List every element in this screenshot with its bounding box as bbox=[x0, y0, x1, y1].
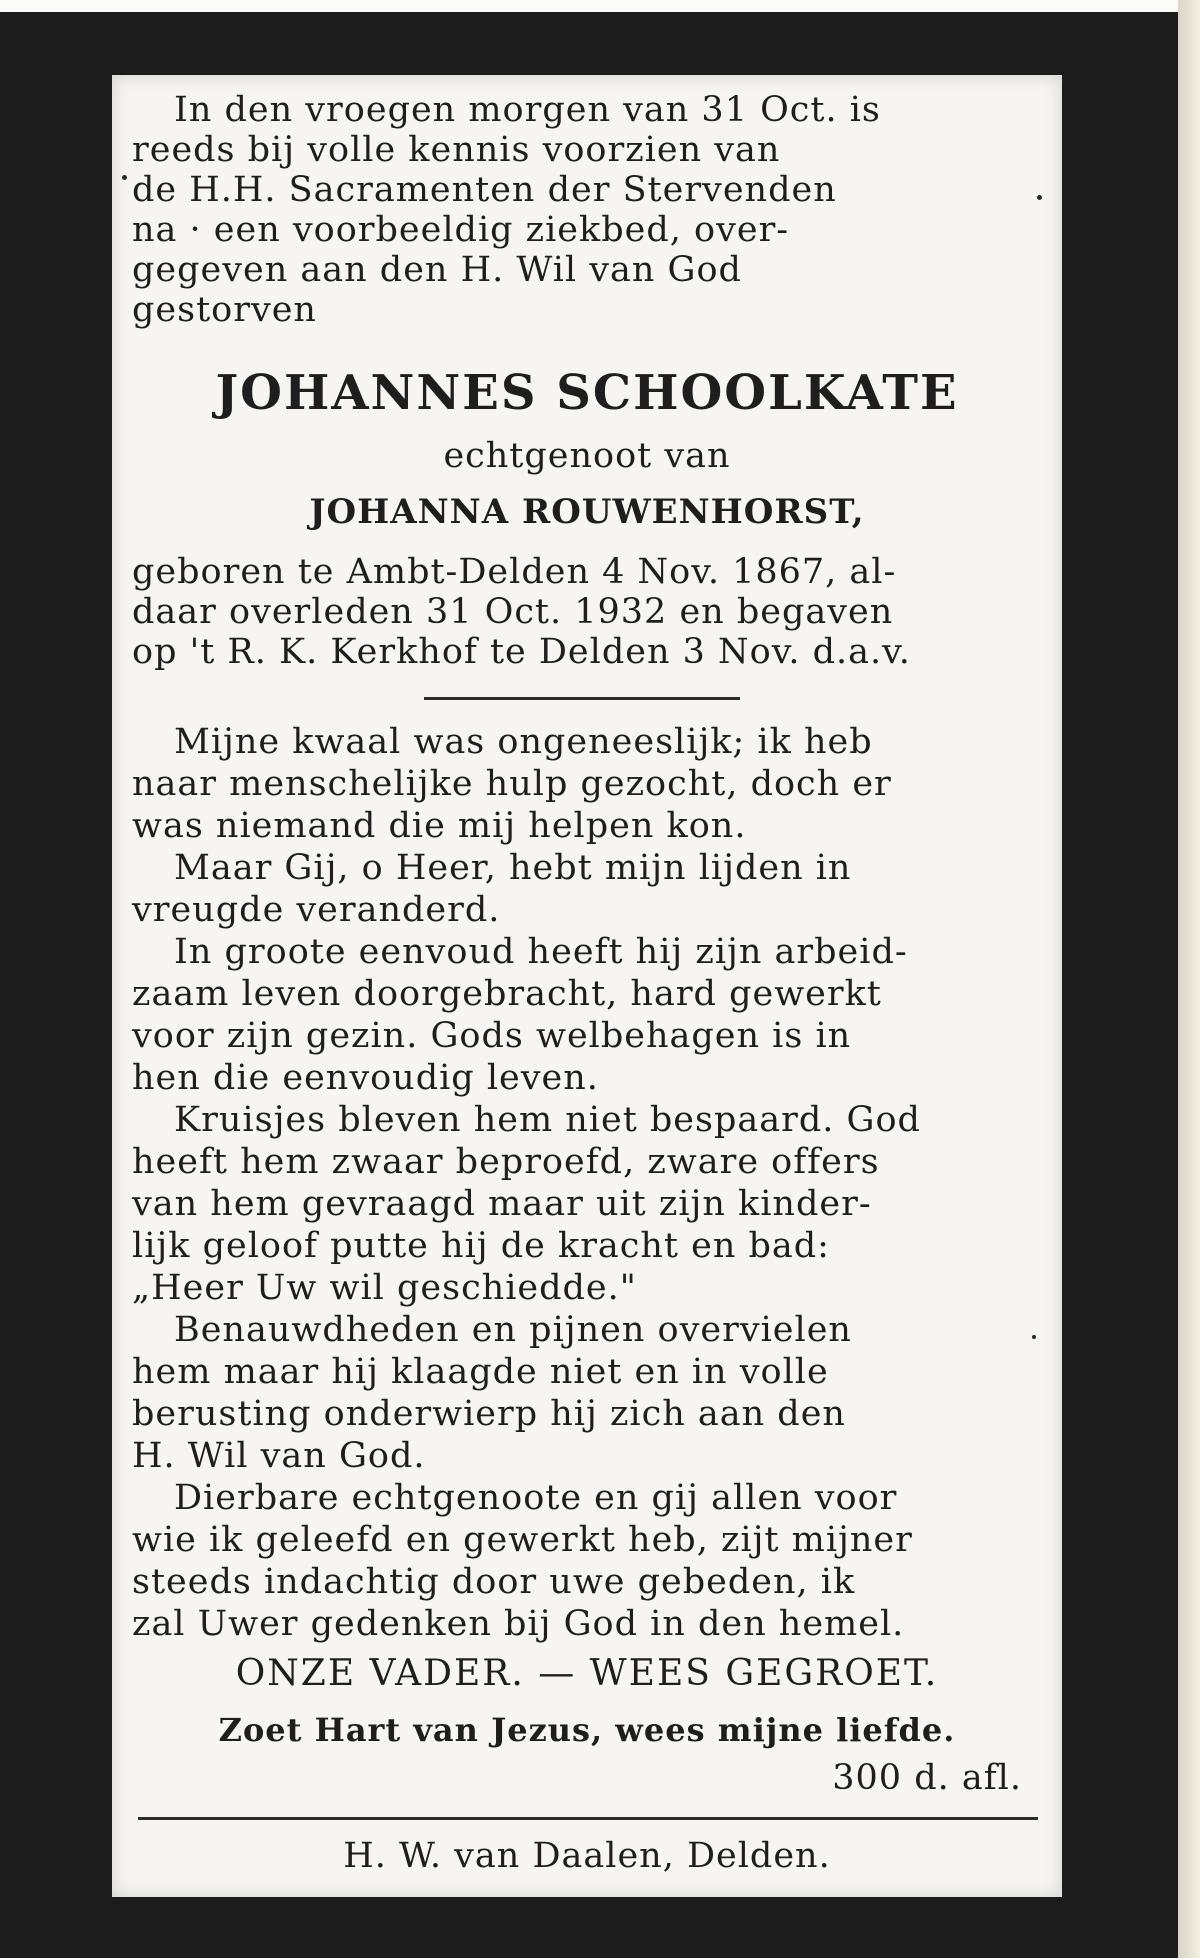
print-speck bbox=[122, 175, 127, 180]
dates-line-3: op 't R. K. Kerkhof te Delden 3 Nov. d.a.v. bbox=[132, 632, 911, 672]
intro-line-1: In den vroegen morgen van 31 Oct. is bbox=[174, 90, 881, 130]
body-line-13: lijk geloof putte hij de kracht en bad: bbox=[132, 1226, 830, 1266]
scan-edge-strip bbox=[1178, 0, 1200, 1958]
print-speck bbox=[1037, 195, 1042, 200]
body-line-12: van hem gevraagd maar uit zijn kinder- bbox=[132, 1184, 872, 1224]
body-line-9: hen die eenvoudig leven. bbox=[132, 1058, 599, 1098]
deceased-name: JOHANNES SCHOOLKATE bbox=[215, 365, 959, 421]
invocation: Zoet Hart van Jezus, wees mijne liefde. bbox=[218, 1711, 956, 1749]
body-line-22: zal Uwer gedenken bij God in den hemel. bbox=[132, 1604, 905, 1644]
body-line-18: H. Wil van God. bbox=[132, 1436, 426, 1476]
body-line-17: berusting onderwierp hij zich aan den bbox=[132, 1394, 846, 1434]
memorial-card bbox=[112, 75, 1062, 1897]
body-line-21: steeds indachtig door uwe gebeden, ik bbox=[132, 1562, 856, 1602]
section-divider bbox=[424, 697, 740, 700]
body-line-6: In groote eenvoud heeft hij zijn arbeid- bbox=[174, 932, 908, 972]
body-line-3: was niemand die mij helpen kon. bbox=[132, 806, 747, 846]
intro-line-3: de H.H. Sacramenten der Stervenden bbox=[132, 170, 837, 210]
body-line-1: Mijne kwaal was ongeneeslijk; ik heb bbox=[174, 722, 873, 762]
body-line-4: Maar Gij, o Heer, hebt mijn lijden in bbox=[174, 848, 852, 888]
body-line-2: naar menschelijke hulp gezocht, doch er bbox=[132, 764, 892, 804]
print-speck bbox=[1032, 1335, 1036, 1339]
body-line-16: hem maar hij klaagde niet en in volle bbox=[132, 1352, 829, 1392]
footer-divider bbox=[138, 1817, 1038, 1820]
body-line-15: Benauwdheden en pijnen overvielen bbox=[174, 1310, 852, 1350]
body-line-11: heeft hem zwaar beproefd, zware offers bbox=[132, 1142, 880, 1182]
intro-line-5: gegeven aan den H. Wil van God bbox=[132, 250, 742, 290]
dates-line-2: daar overleden 31 Oct. 1932 en begaven bbox=[132, 592, 894, 632]
intro-line-4: na · een voorbeeldig ziekbed, over- bbox=[132, 210, 790, 250]
body-line-8: voor zijn gezin. Gods welbehagen is in bbox=[132, 1016, 852, 1056]
intro-line-2: reeds bij volle kennis voorzien van bbox=[132, 130, 781, 170]
prayers: ONZE VADER. — WEES GEGROET. bbox=[235, 1653, 939, 1694]
body-line-5: vreugde veranderd. bbox=[132, 890, 501, 930]
printer: H. W. van Daalen, Delden. bbox=[343, 1836, 831, 1876]
body-line-7: zaam leven doorgebracht, hard gewerkt bbox=[132, 974, 882, 1014]
intro-line-6: gestorven bbox=[132, 290, 317, 330]
dates-line-1: geboren te Ambt-Delden 4 Nov. 1867, al- bbox=[132, 552, 897, 592]
body-line-14: „Heer Uw wil geschiedde." bbox=[132, 1268, 637, 1308]
spouse-name: JOHANNA ROUWENHORST, bbox=[309, 492, 865, 532]
body-line-20: wie ik geleefd en gewerkt heb, zijt mijner bbox=[132, 1520, 913, 1560]
spouse-intro: echtgenoot van bbox=[443, 436, 731, 476]
indulgence: 300 d. afl. bbox=[832, 1758, 1022, 1798]
body-line-10: Kruisjes bleven hem niet bespaard. God bbox=[174, 1100, 921, 1140]
body-line-19: Dierbare echtgenoote en gij allen voor bbox=[174, 1478, 898, 1518]
